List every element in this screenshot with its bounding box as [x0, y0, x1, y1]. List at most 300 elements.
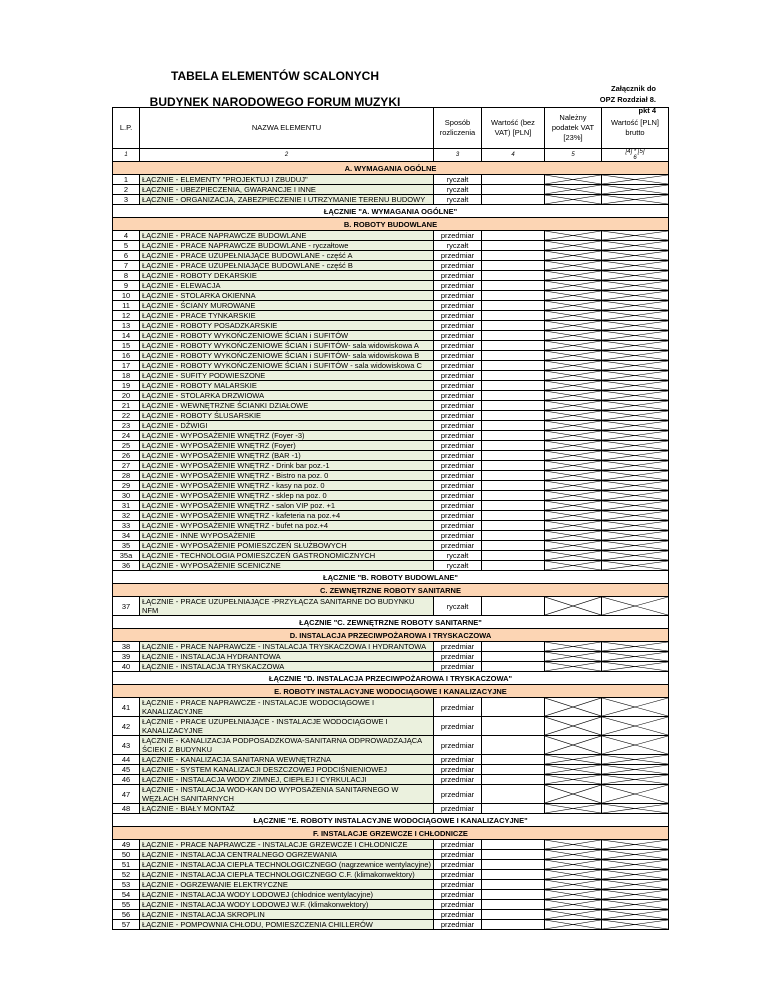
header-vat: Należny podatek VAT [23%] — [544, 108, 601, 149]
settlement-method: przedmiar — [433, 321, 481, 331]
settlement-method: ryczałt — [433, 551, 481, 561]
vat-cell — [544, 860, 601, 870]
gross-value-cell — [601, 755, 668, 765]
element-name: ŁĄCZNIE - INSTALACJA WODY ZIMNEJ, CIEPŁEJ I CYRKULACJI — [140, 775, 434, 785]
table-row — [113, 341, 669, 351]
row-number: 20 — [113, 391, 140, 401]
net-value-cell — [481, 597, 544, 616]
vat-cell — [544, 551, 601, 561]
element-name: ŁĄCZNIE - WYPOSAŻENIE WNĘTRZ - salon VIP poz. +1 — [140, 501, 434, 511]
net-value-cell — [481, 185, 544, 195]
row-number: 5 — [113, 241, 140, 251]
element-name: ŁĄCZNIE - INSTALACJA HYDRANTOWA — [140, 652, 434, 662]
section-title: C. ZEWNĘTRZNE ROBOTY SANITARNE — [113, 584, 669, 597]
row-number: 47 — [113, 785, 140, 804]
table-row — [113, 870, 669, 880]
settlement-method: ryczałt — [433, 195, 481, 205]
col-number-formula — [601, 149, 668, 162]
element-name: ŁĄCZNIE - TECHNOLOGIA POMIESZCZEŃ GASTRONOMICZNYCH — [140, 551, 434, 561]
net-value-cell — [481, 421, 544, 431]
vat-cell — [544, 652, 601, 662]
gross-value-cell — [601, 261, 668, 271]
net-value-cell — [481, 301, 544, 311]
gross-value-cell — [601, 391, 668, 401]
row-number: 27 — [113, 461, 140, 471]
element-name: ŁĄCZNIE - WYPOSAŻENIE WNĘTRZ (BAR -1) — [140, 451, 434, 461]
table-header-row — [113, 108, 669, 149]
element-name: ŁĄCZNIE - INSTALACJA CIEPŁA TECHNOLOGICZNEGO C.F. (klimakonwektory) — [140, 870, 434, 880]
net-value-cell — [481, 241, 544, 251]
settlement-method: przedmiar — [433, 391, 481, 401]
element-name: ŁĄCZNIE - WYPOSAŻENIE WNĘTRZ - kafeteria na poz.+4 — [140, 511, 434, 521]
gross-value-cell — [601, 231, 668, 241]
header-gross-value: Wartość [PLN] brutto — [601, 108, 668, 149]
row-number: 19 — [113, 381, 140, 391]
vat-cell — [544, 531, 601, 541]
col-number: 6 — [633, 155, 637, 161]
gross-value-cell — [601, 251, 668, 261]
element-name: ŁĄCZNIE - SYSTEM KANALIZACJI DESZCZOWEJ PODCIŚNIENIOWEJ — [140, 765, 434, 775]
net-value-cell — [481, 411, 544, 421]
table-row — [113, 231, 669, 241]
gross-value-cell — [601, 351, 668, 361]
row-number: 13 — [113, 321, 140, 331]
vat-cell — [544, 281, 601, 291]
vat-cell — [544, 870, 601, 880]
vat-cell — [544, 341, 601, 351]
net-value-cell — [481, 291, 544, 301]
gross-value-cell — [601, 511, 668, 521]
vat-cell — [544, 195, 601, 205]
vat-cell — [544, 361, 601, 371]
settlement-method: przedmiar — [433, 765, 481, 775]
net-value-cell — [481, 175, 544, 185]
row-number: 29 — [113, 481, 140, 491]
net-value-cell — [481, 920, 544, 930]
gross-value-cell — [601, 491, 668, 501]
gross-value-cell — [601, 471, 668, 481]
row-number: 44 — [113, 755, 140, 765]
row-number: 54 — [113, 890, 140, 900]
net-value-cell — [481, 642, 544, 652]
vat-cell — [544, 511, 601, 521]
settlement-method: przedmiar — [433, 511, 481, 521]
element-name: ŁĄCZNIE - INSTALACJA CENTRALNEGO OGRZEWANIA — [140, 850, 434, 860]
settlement-method: przedmiar — [433, 698, 481, 717]
settlement-method: przedmiar — [433, 461, 481, 471]
element-name: ŁĄCZNIE - ROBOTY DEKARSKIE — [140, 271, 434, 281]
row-number: 56 — [113, 910, 140, 920]
vat-cell — [544, 561, 601, 571]
settlement-method: przedmiar — [433, 431, 481, 441]
gross-value-cell — [601, 561, 668, 571]
table-row — [113, 551, 669, 561]
table-row — [113, 736, 669, 755]
table-row — [113, 351, 669, 361]
settlement-method: przedmiar — [433, 451, 481, 461]
row-number: 12 — [113, 311, 140, 321]
table-row — [113, 717, 669, 736]
net-value-cell — [481, 391, 544, 401]
element-name: ŁĄCZNIE - ELEWACJA — [140, 281, 434, 291]
net-value-cell — [481, 850, 544, 860]
element-name: ŁĄCZNIE - ROBOTY ŚLUSARSKIE — [140, 411, 434, 421]
gross-value-cell — [601, 531, 668, 541]
row-number: 42 — [113, 717, 140, 736]
row-number: 26 — [113, 451, 140, 461]
net-value-cell — [481, 755, 544, 765]
annex-line: Załącznik do — [610, 84, 656, 93]
settlement-method: przedmiar — [433, 421, 481, 431]
element-name: ŁĄCZNIE - PRACE UZUPEŁNIAJĄCE -PRZYŁĄCZA SANITARNE DO BUDYNKU NFM — [140, 597, 434, 616]
net-value-cell — [481, 311, 544, 321]
element-name: ŁĄCZNIE - WYPOSAŻENIE WNĘTRZ - bufet na poz.+4 — [140, 521, 434, 531]
gross-value-cell — [601, 717, 668, 736]
net-value-cell — [481, 441, 544, 451]
table-row — [113, 597, 669, 616]
settlement-method: przedmiar — [433, 501, 481, 511]
net-value-cell — [481, 531, 544, 541]
table-row — [113, 481, 669, 491]
row-number: 53 — [113, 880, 140, 890]
settlement-method: przedmiar — [433, 840, 481, 850]
settlement-method: przedmiar — [433, 401, 481, 411]
table-row — [113, 441, 669, 451]
vat-cell — [544, 175, 601, 185]
settlement-method: przedmiar — [433, 371, 481, 381]
element-name: ŁĄCZNIE - INSTALACJA WODY LODOWEJ W.F. (klimakonwektory) — [140, 900, 434, 910]
table-row — [113, 175, 669, 185]
vat-cell — [544, 271, 601, 281]
element-name: ŁĄCZNIE - ROBOTY MALARSKIE — [140, 381, 434, 391]
row-number: 41 — [113, 698, 140, 717]
table-row — [113, 331, 669, 341]
settlement-method: przedmiar — [433, 850, 481, 860]
section-header-row — [113, 685, 669, 698]
table-row — [113, 765, 669, 775]
net-value-cell — [481, 461, 544, 471]
element-name: ŁĄCZNIE - ROBOTY POSADZKARSKIE — [140, 321, 434, 331]
row-number: 11 — [113, 301, 140, 311]
element-name: ŁĄCZNIE - WYPOSAŻENIE WNĘTRZ - sklep na poz. 0 — [140, 491, 434, 501]
settlement-method: przedmiar — [433, 920, 481, 930]
table-row — [113, 775, 669, 785]
annex-line: OPZ Rozdział 8. — [599, 95, 656, 104]
table-row — [113, 698, 669, 717]
table-row — [113, 311, 669, 321]
net-value-cell — [481, 361, 544, 371]
row-number: 3 — [113, 195, 140, 205]
row-number: 22 — [113, 411, 140, 421]
element-name: ŁĄCZNIE - OGRZEWANIE ELEKTRYCZNE — [140, 880, 434, 890]
settlement-method: ryczałt — [433, 597, 481, 616]
element-name: ŁĄCZNIE - ROBOTY WYKOŃCZENIOWE ŚCIAN i SUFITÓW- sala widowiskowa B — [140, 351, 434, 361]
row-number: 40 — [113, 662, 140, 672]
gross-value-cell — [601, 642, 668, 652]
table-row — [113, 860, 669, 870]
table-row — [113, 321, 669, 331]
formula-label: [4] * [5] — [625, 149, 645, 155]
vat-cell — [544, 441, 601, 451]
header-name: NAZWA ELEMENTU — [140, 108, 434, 149]
row-number: 21 — [113, 401, 140, 411]
element-name: ŁĄCZNIE - WYPOSAŻENIE WNĘTRZ - Drink bar poz.-1 — [140, 461, 434, 471]
element-name: ŁĄCZNIE - INSTALACJA TRYSKACZOWA — [140, 662, 434, 672]
table-row — [113, 561, 669, 571]
net-value-cell — [481, 231, 544, 241]
element-name: ŁĄCZNIE - ROBOTY WYKOŃCZENIOWE ŚCIAN i SUFITÓW — [140, 331, 434, 341]
gross-value-cell — [601, 241, 668, 251]
gross-value-cell — [601, 441, 668, 451]
table-row — [113, 804, 669, 814]
vat-cell — [544, 381, 601, 391]
vat-cell — [544, 321, 601, 331]
vat-cell — [544, 736, 601, 755]
settlement-method: ryczałt — [433, 561, 481, 571]
row-number: 57 — [113, 920, 140, 930]
net-value-cell — [481, 717, 544, 736]
col-number: 5 — [544, 149, 601, 162]
table-row — [113, 381, 669, 391]
gross-value-cell — [601, 341, 668, 351]
vat-cell — [544, 642, 601, 652]
element-name: ŁĄCZNIE - WYPOSAŻENIE WNĘTRZ - kasy na poz. 0 — [140, 481, 434, 491]
vat-cell — [544, 920, 601, 930]
element-name: ŁĄCZNIE - WYPOSAŻENIE SCENICZNE — [140, 561, 434, 571]
vat-cell — [544, 717, 601, 736]
vat-cell — [544, 541, 601, 551]
gross-value-cell — [601, 371, 668, 381]
gross-value-cell — [601, 301, 668, 311]
vat-cell — [544, 850, 601, 860]
gross-value-cell — [601, 551, 668, 561]
section-total-row — [113, 571, 669, 584]
vat-cell — [544, 351, 601, 361]
table-row — [113, 755, 669, 765]
net-value-cell — [481, 804, 544, 814]
table-row — [113, 785, 669, 804]
vat-cell — [544, 461, 601, 471]
gross-value-cell — [601, 381, 668, 391]
row-number: 1 — [113, 175, 140, 185]
vat-cell — [544, 755, 601, 765]
element-name: ŁĄCZNIE - WEWNĘTRZNE ŚCIANKI DZIAŁOWE — [140, 401, 434, 411]
settlement-method: przedmiar — [433, 880, 481, 890]
vat-cell — [544, 421, 601, 431]
vat-cell — [544, 481, 601, 491]
settlement-method: przedmiar — [433, 251, 481, 261]
row-number: 46 — [113, 775, 140, 785]
element-name: ŁĄCZNIE - ORGANIZACJA, ZABEZPIECZENIE I UTRZYMANIE TERENU BUDOWY — [140, 195, 434, 205]
table-row — [113, 421, 669, 431]
section-total-row — [113, 616, 669, 629]
section-total-label: ŁĄCZNIE "E. ROBOTY INSTALACYJNE WODOCIĄGOWE I KANALIZACYJNE" — [113, 814, 669, 827]
element-name: ŁĄCZNIE - WYPOSAŻENIE POMIESZCZEŃ SŁUŻBOWYCH — [140, 541, 434, 551]
element-name: ŁĄCZNIE - PRACE UZUPEŁNIAJĄCE BUDOWLANE - część B — [140, 261, 434, 271]
vat-cell — [544, 251, 601, 261]
settlement-method: przedmiar — [433, 281, 481, 291]
vat-cell — [544, 880, 601, 890]
element-name: ŁĄCZNIE - PRACE TYNKARSKIE — [140, 311, 434, 321]
settlement-method: przedmiar — [433, 231, 481, 241]
vat-cell — [544, 491, 601, 501]
section-title: D. INSTALACJA PRZECIWPOŻAROWA I TRYSKACZOWA — [113, 629, 669, 642]
row-number: 10 — [113, 291, 140, 301]
gross-value-cell — [601, 860, 668, 870]
row-number: 52 — [113, 870, 140, 880]
gross-value-cell — [601, 662, 668, 672]
row-number: 2 — [113, 185, 140, 195]
section-total-label: ŁĄCZNIE "A. WYMAGANIA OGÓLNE" — [113, 205, 669, 218]
gross-value-cell — [601, 804, 668, 814]
element-name: ŁĄCZNIE - PRACE UZUPEŁNIAJĄCE BUDOWLANE - część A — [140, 251, 434, 261]
settlement-method: przedmiar — [433, 291, 481, 301]
vat-cell — [544, 451, 601, 461]
settlement-method: przedmiar — [433, 471, 481, 481]
element-name: ŁĄCZNIE - PRACE NAPRAWCZE - INSTALACJE GRZEWCZE I CHŁODNICZE — [140, 840, 434, 850]
vat-cell — [544, 301, 601, 311]
net-value-cell — [481, 860, 544, 870]
row-number: 25 — [113, 441, 140, 451]
row-number: 4 — [113, 231, 140, 241]
table-row — [113, 920, 669, 930]
gross-value-cell — [601, 736, 668, 755]
net-value-cell — [481, 491, 544, 501]
element-name: ŁĄCZNIE - ROBOTY WYKOŃCZENIOWE ŚCIAN i SUFITÓW - sala widowiskowa C — [140, 361, 434, 371]
document-subtitle: BUDYNEK NARODOWEGO FORUM MUZYKI — [149, 95, 401, 109]
element-name: ŁĄCZNIE - SUFITY PODWIESZONE — [140, 371, 434, 381]
settlement-method: przedmiar — [433, 491, 481, 501]
element-name: ŁĄCZNIE - PRACE UZUPEŁNIAJĄCE - INSTALACJE WODOCIĄGOWE I KANALIZACYJNE — [140, 717, 434, 736]
gross-value-cell — [601, 900, 668, 910]
element-name: ŁĄCZNIE - KANALIZACJA SANITARNA WEWNĘTRZNA — [140, 755, 434, 765]
header-net-value: Wartość (bez VAT) [PLN] — [481, 108, 544, 149]
elements-table — [112, 107, 669, 930]
table-row — [113, 531, 669, 541]
settlement-method: przedmiar — [433, 381, 481, 391]
table-row — [113, 880, 669, 890]
gross-value-cell — [601, 870, 668, 880]
net-value-cell — [481, 765, 544, 775]
net-value-cell — [481, 481, 544, 491]
row-number: 9 — [113, 281, 140, 291]
settlement-method: przedmiar — [433, 775, 481, 785]
col-number: 2 — [140, 149, 434, 162]
net-value-cell — [481, 381, 544, 391]
row-number: 17 — [113, 361, 140, 371]
vat-cell — [544, 471, 601, 481]
element-name: ŁĄCZNIE - INSTALACJA SKROPLIN — [140, 910, 434, 920]
element-name: ŁĄCZNIE - POMPOWNIA CHŁODU, POMIESZCZENIA CHILLERÓW — [140, 920, 434, 930]
element-name: ŁĄCZNIE - KANALIZACJA PODPOSADZKOWA-SANITARNA ODPROWADZAJĄCA ŚCIEKI Z BUDYNKU — [140, 736, 434, 755]
gross-value-cell — [601, 521, 668, 531]
settlement-method: przedmiar — [433, 521, 481, 531]
vat-cell — [544, 431, 601, 441]
element-name: ŁĄCZNIE - STOLARKA OKIENNA — [140, 291, 434, 301]
net-value-cell — [481, 910, 544, 920]
table-row — [113, 642, 669, 652]
element-name: ŁĄCZNIE - WYPOSAŻENIE WNĘTRZ - Bistro na poz. 0 — [140, 471, 434, 481]
settlement-method: przedmiar — [433, 531, 481, 541]
table-row — [113, 301, 669, 311]
vat-cell — [544, 411, 601, 421]
gross-value-cell — [601, 291, 668, 301]
row-number: 24 — [113, 431, 140, 441]
net-value-cell — [481, 775, 544, 785]
gross-value-cell — [601, 785, 668, 804]
row-number: 48 — [113, 804, 140, 814]
settlement-method: przedmiar — [433, 331, 481, 341]
net-value-cell — [481, 341, 544, 351]
vat-cell — [544, 662, 601, 672]
element-name: ŁĄCZNIE - INSTALACJA WODY LODOWEJ (chłodnice wentylacyjne) — [140, 890, 434, 900]
net-value-cell — [481, 541, 544, 551]
col-number: 4 — [481, 149, 544, 162]
table-row — [113, 401, 669, 411]
row-number: 51 — [113, 860, 140, 870]
table-row — [113, 900, 669, 910]
settlement-method: przedmiar — [433, 311, 481, 321]
vat-cell — [544, 521, 601, 531]
settlement-method: przedmiar — [433, 481, 481, 491]
column-number-row — [113, 149, 669, 162]
vat-cell — [544, 775, 601, 785]
table-row — [113, 411, 669, 421]
vat-cell — [544, 391, 601, 401]
gross-value-cell — [601, 840, 668, 850]
settlement-method: ryczałt — [433, 185, 481, 195]
table-row — [113, 461, 669, 471]
section-header-row — [113, 584, 669, 597]
settlement-method: przedmiar — [433, 717, 481, 736]
vat-cell — [544, 401, 601, 411]
net-value-cell — [481, 698, 544, 717]
vat-cell — [544, 241, 601, 251]
element-name: ŁĄCZNIE - BIAŁY MONTAŻ — [140, 804, 434, 814]
row-number: 31 — [113, 501, 140, 511]
net-value-cell — [481, 652, 544, 662]
gross-value-cell — [601, 331, 668, 341]
settlement-method: przedmiar — [433, 541, 481, 551]
vat-cell — [544, 840, 601, 850]
gross-value-cell — [601, 281, 668, 291]
settlement-method: przedmiar — [433, 785, 481, 804]
table-row — [113, 451, 669, 461]
section-total-label: ŁĄCZNIE "C. ZEWNĘTRZNE ROBOTY SANITARNE" — [113, 616, 669, 629]
net-value-cell — [481, 271, 544, 281]
settlement-method: przedmiar — [433, 271, 481, 281]
table-row — [113, 271, 669, 281]
element-name: ŁĄCZNIE - INSTALACJA CIEPŁA TECHNOLOGICZNEGO (nagrzewnice wentylacyjne) — [140, 860, 434, 870]
row-number: 16 — [113, 351, 140, 361]
vat-cell — [544, 890, 601, 900]
settlement-method: przedmiar — [433, 860, 481, 870]
gross-value-cell — [601, 910, 668, 920]
gross-value-cell — [601, 431, 668, 441]
vat-cell — [544, 910, 601, 920]
row-number: 45 — [113, 765, 140, 775]
section-title: B. ROBOTY BUDOWLANE — [113, 218, 669, 231]
row-number: 36 — [113, 561, 140, 571]
vat-cell — [544, 698, 601, 717]
table-row — [113, 910, 669, 920]
net-value-cell — [481, 870, 544, 880]
row-number: 8 — [113, 271, 140, 281]
element-name: ŁĄCZNIE - ELEMENTY "PROJEKTUJ I ZBUDUJ" — [140, 175, 434, 185]
net-value-cell — [481, 511, 544, 521]
col-number: 3 — [433, 149, 481, 162]
settlement-method: przedmiar — [433, 341, 481, 351]
